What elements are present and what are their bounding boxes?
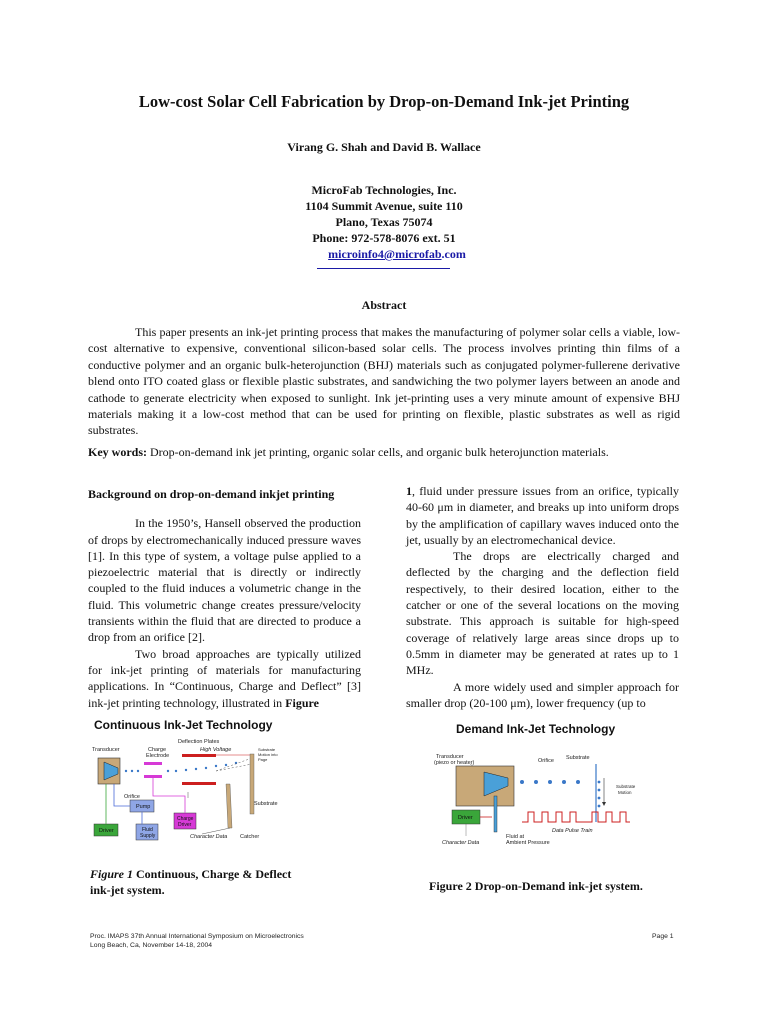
fig1-label-charge-driver-1: Charge: [177, 816, 194, 822]
fig2-label-driver: Driver: [458, 815, 473, 821]
footer-proceedings: [90, 932, 304, 950]
fig1-catcher: [226, 784, 232, 828]
left-paragraph-2-text: Two broad approaches are typically utilized for ink-jet printing of materials for manufacturing applications. In “Continuous, Charge and Deflect” [3] ink-jet printing technology, illustrated in: [88, 646, 361, 710]
fig2-label-transducer-1: Transducer: [436, 754, 464, 760]
paper-title: Low-cost Solar Cell Fabrication by Drop-on-Demand Ink-jet Printing: [138, 92, 630, 111]
keywords-label: Key words:: [88, 445, 147, 459]
left-paragraph-2: [88, 646, 361, 711]
left-paragraph-1: In the 1950’s, Hansell observed the production of drops by electromechanically induced pressure waves [1]. In this type of system, a voltage pulse applied to a piezoelectric material that is directly or indirectly coupled to the fluid induces a volumetric change in the fluid. This volumetric change creates pressure/velocity transients within the fluid that are directed to produce a drop from an orifice [2].: [88, 516, 361, 645]
affiliation-org: MicroFab Technologies, Inc.: [311, 183, 457, 197]
fig1-label-fluid-supply-2: Supply: [140, 833, 156, 839]
fig1-label-charge-electrode-2: Electrode: [146, 753, 170, 759]
figure-1-caption-label: Figure 1: [90, 867, 134, 881]
fig2-label-transducer-2: (piezo or heater): [434, 760, 475, 766]
fig1-label-catcher: Catcher: [240, 834, 260, 840]
figure-1-caption: [90, 866, 350, 898]
figure-ref-number: 1: [406, 484, 412, 498]
page-number: Page 1: [652, 933, 674, 940]
fig1-label-charge-electrode-1: Charge: [148, 747, 167, 753]
fig1-label-deflection-plates: Deflection Plates: [178, 739, 220, 745]
left-column: [88, 486, 361, 711]
fig1-label-substrate-motion-1: Substrate: [258, 747, 276, 752]
fig1-deflection-plate-top: [182, 754, 216, 757]
fig2-drops: [520, 780, 580, 784]
affiliation: [0, 182, 768, 262]
footer-line2: Long Beach, Ca, November 14-18, 2004: [90, 942, 213, 949]
affiliation-address1: 1104 Summit Avenue, suite 110: [305, 199, 463, 213]
footer-line1: Proc. IMAPS 37th Annual International Symposium on Microelectronics: [90, 933, 304, 940]
fig2-pulse-train: [522, 812, 630, 822]
keywords: [88, 444, 680, 460]
email-user: microinfo4@microfab: [328, 247, 442, 261]
fig1-label-substrate-motion-3: Page: [258, 757, 268, 762]
affiliation-phone: Phone: 972-578-8076 ext. 51: [312, 231, 456, 245]
fig1-label-character-data: Character Data: [190, 834, 228, 840]
fig2-label-fluid-2: Ambient Pressure: [506, 840, 550, 846]
section-heading: Background on drop-on-demand inkjet printing: [88, 487, 335, 501]
fig1-label-substrate-motion-2: Motion into: [258, 752, 278, 757]
figure-1-caption-line1: [90, 866, 350, 882]
figure-2-diagram: [430, 722, 675, 852]
figure-1-caption-line2: ink-jet system.: [90, 883, 165, 897]
keywords-text: Drop-on-demand ink jet printing, organic solar cells, and organic bulk heterojunction materials.: [147, 445, 609, 459]
fig1-label-fluid-supply-1: Fluid: [142, 827, 153, 833]
fig1-label-pump: Pump: [136, 804, 151, 810]
abstract-text: This paper presents an ink-jet printing process that makes the manufacturing of polymer solar cells a viable, low-cost alternative to expensive, conventional silicon-based solar cells. The process involves printing thin films of a conductive polymer and an organic bulk-heterojunction (BHJ) materials such as conjugated polymer-fullerene derivative blend onto ITO coated glass or flexible plastic substrates, and sandwiching the two polymer layers between an anode and cathode to generate electricity when exposed to sunlight. Ink jet-printing uses a very minute amount of expensive BHJ materials making it a low-cost method that can be used for printing on flexible, plastic substrates as well as rigid substrates.: [88, 325, 680, 438]
right-paragraph-2: The drops are electrically charged and deflected by the charging and the deflection field respectively, to their desired location, either to the catcher or one of the several locations on the moving substrate. This approach is suitable for high-speed coverage of relatively large areas since drops up to 0.5mm in diameter may be generated at rates up to 1 MHz.: [406, 549, 679, 678]
right-paragraph-1-text: , fluid under pressure issues from an orifice, typically 40-60 μm in diameter, and breaks up into uniform drops by the amplification of capillary waves induced onto the jet, usually by an electromechanical device.: [406, 484, 679, 547]
figure-1-title: Continuous Ink-Jet Technology: [94, 718, 273, 732]
right-column: [406, 483, 679, 711]
fig2-label-fluid-1: Fluid at: [506, 834, 525, 840]
fig2-label-substrate-motion-2: Motion: [618, 790, 632, 795]
email-tld: .com: [441, 247, 466, 261]
affiliation-address2: Plano, Texas 75074: [335, 215, 433, 229]
fig1-label-charge-driver-2: Driver: [178, 822, 192, 828]
fig1-label-driver: Driver: [99, 828, 114, 834]
figure-1-diagram: [90, 718, 345, 846]
email-underline: [317, 268, 450, 269]
fig1-label-high-voltage: High Voltage: [200, 747, 232, 753]
fig2-label-data-pulse-train: Data Pulse Train: [552, 828, 593, 834]
fig2-label-substrate-motion-1: Substrate: [616, 784, 636, 789]
right-paragraph-1: [406, 483, 679, 548]
right-paragraph-3: A more widely used and simpler approach for smaller drop (20-100 μm), lower frequency (up to: [406, 679, 679, 710]
affiliation-email-line: [0, 246, 768, 262]
authors: Virang G. Shah and David B. Wallace: [287, 140, 481, 154]
fig1-label-orifice: Orifice: [124, 794, 140, 800]
abstract-heading: Abstract: [361, 298, 407, 312]
figure-2-caption: Figure 2 Drop-on-Demand ink-jet system.: [429, 879, 643, 893]
fig1-label-substrate: Substrate: [254, 801, 278, 807]
fig1-deflection-plate-bottom: [182, 782, 216, 785]
fig1-charge-electrode: [144, 762, 162, 765]
fig2-label-substrate: Substrate: [566, 755, 590, 761]
figure-1-caption-text: Continuous, Charge & Deflect: [133, 867, 292, 881]
fig2-label-orifice: Orifice: [538, 758, 554, 764]
figure-1: [90, 718, 345, 846]
fig1-substrate: [250, 754, 254, 814]
fig2-label-character-data: Character Data: [442, 840, 480, 846]
figure-2: [430, 722, 675, 852]
figure-ref: Figure: [285, 695, 319, 710]
fig1-label-transducer: Transducer: [92, 747, 120, 753]
figure-2-title: Demand Ink-Jet Technology: [456, 722, 616, 736]
fig1-drop-stream: [125, 762, 237, 772]
email-link[interactable]: [328, 247, 441, 261]
